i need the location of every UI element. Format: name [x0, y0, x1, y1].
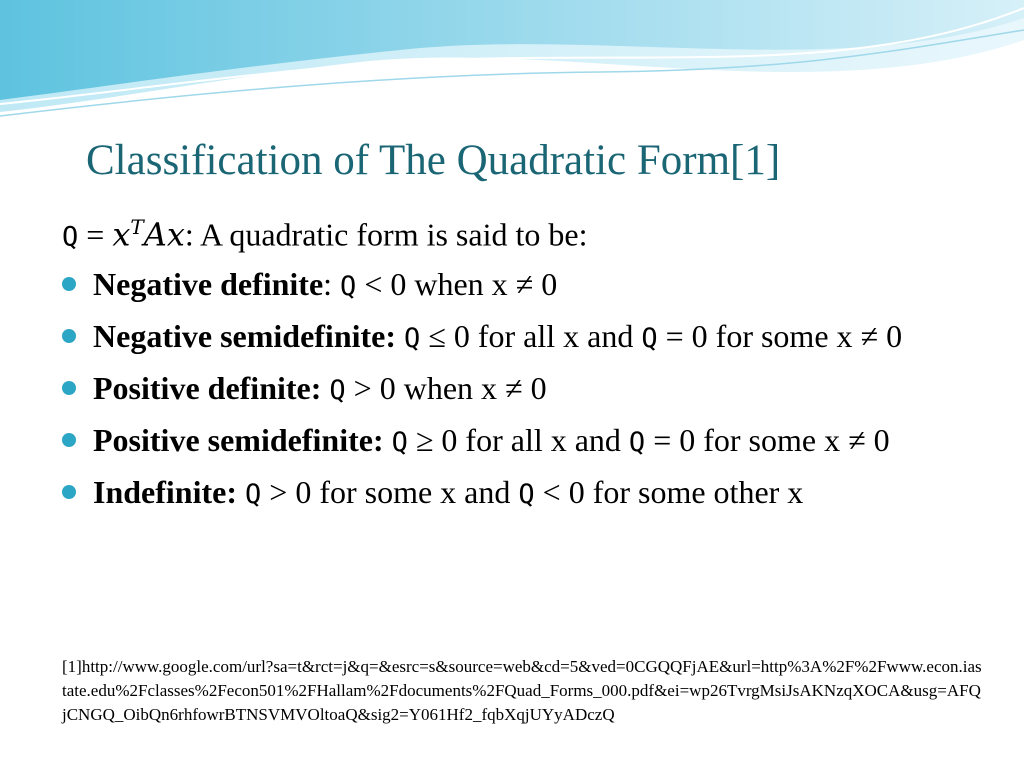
item-tail: for some x ≠ 0 — [707, 317, 903, 354]
condition-1: > 0 — [345, 369, 396, 406]
q-symbol: Q — [641, 322, 658, 354]
condition-2: = 0 — [645, 421, 696, 458]
list-item — [62, 420, 982, 463]
list-item — [62, 264, 982, 307]
q-symbol: Q — [329, 374, 346, 406]
item-text: for all x and — [457, 421, 629, 458]
ax-term: Ax — [143, 215, 185, 254]
not-equal-zero: ≠ 0 — [505, 369, 547, 406]
condition-2: < 0 — [534, 473, 585, 510]
item-text: for some x and — [311, 473, 519, 510]
bullet-icon — [62, 277, 76, 291]
slide-body — [62, 205, 982, 524]
item-term: Positive semidefinite: — [93, 421, 384, 458]
transpose-superscript: T — [130, 215, 144, 239]
item-text: when x — [406, 265, 516, 302]
footnote-reference: [1]http://www.google.com/url?sa=t&rct=j&q=&esrc=s&source=web&cd=5&ved=0CGQQFjAE&url=http%3A%2F%2Fwww.econ.iastate.edu%2Fclasses%2Fecon501%2FHallam%2Fdocuments%2FQuad_Forms_000.pdf&ei=wp26TvrgMsiJsAKNzqXOCA&usg=AFQjCNGQ_OibQn6rhfowrBTNSVMVOltoaQ&sig2=Y061Hf2_fqbXqjUYyADczQ — [62, 657, 982, 724]
equals-sign: = — [78, 216, 113, 253]
intro-line — [62, 205, 982, 260]
q-symbol: Q — [518, 478, 535, 510]
list-item — [62, 316, 982, 359]
q-symbol: Q — [340, 270, 357, 302]
item-separator — [237, 474, 245, 510]
q-symbol: Q — [245, 478, 262, 510]
item-separator: : — [323, 265, 341, 302]
condition-1: > 0 — [261, 473, 312, 510]
header-wave-decoration — [0, 0, 1024, 135]
bullet-icon — [62, 485, 76, 499]
item-separator — [396, 318, 404, 354]
item-text: for all x and — [469, 317, 642, 354]
condition-1: < 0 — [356, 265, 407, 302]
item-term: Negative semidefinite: — [93, 317, 397, 354]
not-equal-zero: ≠ 0 — [515, 265, 558, 302]
item-term: Negative definite — [93, 265, 324, 302]
item-separator — [384, 422, 392, 458]
x-variable: x — [112, 215, 131, 254]
q-symbol: Q — [62, 221, 79, 253]
bullet-icon — [62, 381, 76, 395]
item-term: Positive definite: — [93, 369, 322, 406]
list-item — [62, 368, 982, 411]
condition-1: ≤ 0 — [420, 317, 470, 354]
bullet-icon — [62, 433, 76, 447]
q-symbol: Q — [404, 322, 421, 354]
classification-list — [62, 264, 982, 515]
q-symbol: Q — [391, 426, 408, 458]
item-tail: for some x ≠ 0 — [695, 421, 890, 458]
q-symbol: Q — [628, 426, 646, 458]
bullet-icon — [62, 329, 76, 343]
item-tail: for some other x — [584, 473, 804, 510]
item-term: Indefinite: — [93, 473, 237, 510]
slide-title: Classification of The Quadratic Form[1] — [86, 137, 781, 184]
condition-2: = 0 — [657, 317, 708, 354]
list-item — [62, 472, 982, 515]
item-text: when x — [395, 369, 506, 406]
intro-colon: : — [184, 216, 194, 253]
condition-1: ≥ 0 — [407, 421, 458, 458]
intro-text: A quadratic form is said to be: — [193, 216, 588, 253]
